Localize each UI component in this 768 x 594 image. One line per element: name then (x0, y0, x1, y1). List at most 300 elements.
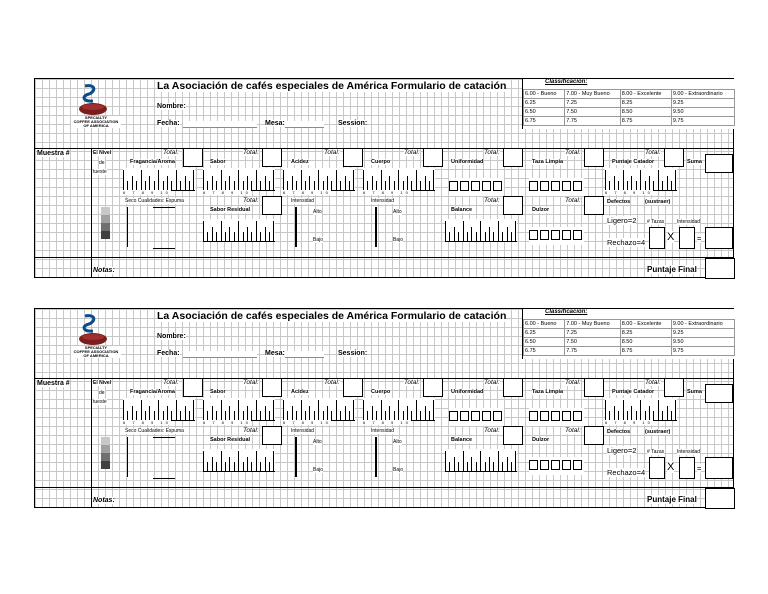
scale-tick (367, 181, 368, 190)
acidez-label: Acidez (291, 159, 309, 165)
puntaje-final-box[interactable] (705, 488, 735, 509)
scale-tick (251, 232, 252, 241)
scale-tick (618, 181, 619, 190)
scale-tick (309, 176, 310, 190)
scale-tick (403, 181, 404, 190)
uniformidad-total-box[interactable] (503, 148, 523, 167)
scale-tick (636, 411, 637, 420)
scale-tick (675, 400, 676, 420)
scale-tick (318, 170, 319, 190)
scale-tick (649, 406, 650, 420)
sabor-residual-label: Sabor Residual (210, 207, 251, 213)
suma-label: Suma (687, 159, 702, 165)
scale-tick (216, 232, 217, 241)
scale-tick (349, 411, 350, 420)
scale-tick (229, 176, 230, 190)
taza-limpia-label: Taza Limpia (532, 389, 564, 395)
taza-limpia-total-label: Total: (565, 379, 581, 386)
puntaje-catador-scale[interactable] (605, 398, 677, 421)
scale-tick (389, 176, 390, 190)
scale-tick (340, 181, 341, 190)
scale-tick (247, 406, 248, 420)
scale-tick (141, 170, 142, 190)
scale-tick (296, 411, 297, 420)
scale-tick (136, 181, 137, 190)
uniformidad-total-box[interactable] (503, 378, 523, 397)
nivel-label: El Nivel (93, 380, 112, 386)
scale-tick (251, 181, 252, 190)
scale-tick (189, 181, 190, 190)
scale-tick (158, 170, 159, 190)
scale-tick (234, 232, 235, 241)
intensidad-box[interactable] (679, 457, 695, 479)
tazas-label: # Tazas (647, 449, 665, 455)
scale-tick (154, 181, 155, 190)
scale-tick (454, 457, 455, 471)
fragancia-scale[interactable] (123, 398, 195, 421)
scale-tick (163, 411, 164, 420)
residual-scale[interactable] (203, 449, 275, 472)
scale-tick (225, 411, 226, 420)
scale-tick (671, 411, 672, 420)
uniformidad-label: Uniformidad (451, 159, 484, 165)
scale-tick (149, 406, 150, 420)
scale-tick (185, 406, 186, 420)
form-title: La Asociación de cafés especiales de América Formulario de catación (157, 80, 507, 92)
scale-tick (127, 411, 128, 420)
uniformidad-total-label: Total: (484, 149, 500, 156)
ligero-label: Ligero=2 (607, 216, 637, 225)
sabor-label: Sabor (210, 389, 226, 395)
scale-tick (273, 170, 274, 190)
fragancia-total-box[interactable] (183, 148, 203, 167)
scale-tick (229, 227, 230, 241)
cuerpo-scale-nums: 6 7 8 9 10 (363, 190, 411, 195)
uniformidad-cups[interactable] (449, 178, 504, 196)
ligero-label: Ligero=2 (607, 446, 637, 455)
scale-tick (667, 406, 668, 420)
taza-limpia-total-box[interactable] (584, 378, 604, 397)
cuerpo-total-box[interactable] (423, 148, 443, 167)
scale-tick (256, 221, 257, 241)
acidez-total-label: Total: (324, 149, 340, 156)
scale-tick (480, 221, 481, 241)
scale-tick (305, 181, 306, 190)
scale-tick (163, 181, 164, 190)
intensidad-box[interactable] (679, 227, 695, 249)
mesa-label: Mesa: (265, 350, 285, 357)
logo-text-1: SPECIALTY (84, 115, 108, 120)
taza-limpia-total-label: Total: (565, 149, 581, 156)
scale-tick (243, 181, 244, 190)
roast-swatches (101, 437, 110, 469)
scale-tick (323, 411, 324, 420)
scale-tick (203, 451, 204, 471)
scale-tick (176, 400, 177, 420)
scale-tick (411, 411, 412, 420)
fecha-field[interactable]: ___________________ (183, 121, 257, 128)
scale-tick (389, 406, 390, 420)
acidez-bajo-label: Bajo (313, 237, 324, 243)
uniformidad-cups[interactable] (449, 408, 504, 426)
scale-tick (363, 400, 364, 420)
scale-tick (467, 462, 468, 471)
scale-tick (349, 181, 350, 190)
scale-tick (353, 170, 354, 190)
scale-tick (605, 170, 606, 190)
scale-tick (238, 451, 239, 471)
residual-scale[interactable] (203, 219, 275, 242)
dulzor-label: Dulzor (532, 207, 550, 213)
defect-result-box[interactable] (705, 227, 733, 249)
sabor-total-box[interactable] (262, 378, 282, 397)
scale-tick (345, 406, 346, 420)
cuerpo-total-label: Total: (404, 149, 420, 156)
taza-limpia-cups[interactable] (529, 178, 584, 196)
balance-total-box[interactable] (503, 426, 523, 445)
scale-tick (243, 462, 244, 471)
classification-table: Classificación: 6.00 - Bueno 7.00 - Muy Bueno 8.00 - Excelente 9.00 - Extraordinario 6.25 7.25 8.25 9.25 6.50 7.50 8.50 9.50 6.75 7.75 8.75 9.75 (522, 79, 735, 129)
suma-box[interactable] (705, 384, 733, 403)
seco-intensity-bar[interactable] (127, 207, 140, 247)
scale-tick (376, 181, 377, 190)
scaa-logo (55, 313, 145, 357)
scale-tick (445, 451, 446, 471)
scale-tick (467, 232, 468, 241)
scale-tick (416, 400, 417, 420)
espuma-label: Espuma (165, 198, 184, 204)
scale-tick (429, 411, 430, 420)
scale-tick (454, 227, 455, 241)
scale-tick (372, 406, 373, 420)
defectos-label: Defectos (607, 429, 631, 435)
scale-tick (167, 406, 168, 420)
scale-tick (273, 400, 274, 420)
scale-tick (296, 181, 297, 190)
scale-tick (605, 400, 606, 420)
scale-tick (502, 462, 503, 471)
acidez-intensity-bar[interactable] (295, 437, 297, 477)
equals-sign: = (697, 234, 702, 243)
sabor-scale-nums: 6 7 8 9 10 (203, 420, 251, 425)
acidez-intensidad-label: Intensidad (291, 198, 315, 204)
scale-tick (234, 411, 235, 420)
balance-total-label: Total: (484, 197, 500, 204)
scale-tick (180, 411, 181, 420)
acidez-scale-nums: 6 7 8 9 10 (283, 420, 331, 425)
scale-tick (511, 232, 512, 241)
defect-intensidad-label: Intensidad (677, 449, 701, 455)
scale-tick (425, 406, 426, 420)
sabor-label: Sabor (210, 159, 226, 165)
scale-tick (493, 232, 494, 241)
fragancia-total-box[interactable] (183, 378, 203, 397)
scale-tick (247, 457, 248, 471)
balance-total-box[interactable] (503, 196, 523, 215)
acidez-total-box[interactable] (343, 378, 363, 397)
scale-tick (251, 411, 252, 420)
form-title: La Asociación de cafés especiales de América Formulario de catación (157, 310, 507, 322)
scale-tick (407, 406, 408, 420)
scale-tick (269, 411, 270, 420)
seco-label: Seco (125, 428, 137, 434)
scale-tick (136, 411, 137, 420)
scale-tick (398, 400, 399, 420)
scale-tick (238, 221, 239, 241)
residual-total-box[interactable] (262, 196, 282, 215)
scale-tick (234, 462, 235, 471)
mesa-label: Mesa: (265, 120, 285, 127)
taza-limpia-total-box[interactable] (584, 148, 604, 167)
scale-tick (675, 170, 676, 190)
scale-tick (429, 181, 430, 190)
fecha-field[interactable]: ___________________ (183, 351, 257, 358)
fragancia-scale[interactable] (123, 168, 195, 191)
scale-tick (292, 406, 293, 420)
sesion-label: Session: (338, 350, 368, 357)
scale-tick (623, 170, 624, 190)
sesion-label: Session: (338, 120, 368, 127)
scale-tick (385, 181, 386, 190)
logo-text-3: OF AMERICA (83, 353, 109, 358)
fragancia-scale-nums: 6 7 8 9 10 (123, 190, 171, 195)
residual-total-box[interactable] (262, 426, 282, 445)
scale-tick (420, 181, 421, 190)
fecha-label: Fecha: (157, 120, 180, 127)
scale-tick (243, 411, 244, 420)
cuerpo-bajo-label: Bajo (393, 237, 404, 243)
logo-text-2: COFFEE ASSOCIATION (73, 119, 119, 124)
scale-tick (260, 232, 261, 241)
multiply-sign: X (667, 231, 675, 243)
balance-label: Balance (451, 207, 473, 213)
tazas-box[interactable] (649, 457, 665, 479)
mesa-field[interactable]: __________ (285, 351, 324, 358)
scale-tick (132, 176, 133, 190)
scale-tick (398, 170, 399, 190)
balance-scale[interactable] (445, 449, 517, 472)
puntaje-final-label: Puntaje Final (647, 265, 697, 274)
scale-tick (411, 181, 412, 190)
scale-tick (221, 451, 222, 471)
scale-tick (403, 411, 404, 420)
scale-tick (372, 176, 373, 190)
scale-tick (225, 462, 226, 471)
dulzor-label: Dulzor (532, 437, 550, 443)
scale-tick (212, 176, 213, 190)
scale-tick (212, 457, 213, 471)
scale-tick (498, 221, 499, 241)
scale-tick (132, 406, 133, 420)
scale-tick (225, 232, 226, 241)
scale-tick (323, 181, 324, 190)
cuerpo-scale-nums: 6 7 8 9 10 (363, 420, 411, 425)
scale-tick (203, 400, 204, 420)
scale-tick (458, 232, 459, 241)
scale-tick (127, 181, 128, 190)
fragancia-label: Fragancia/Aroma (130, 159, 175, 165)
fecha-label: Fecha: (157, 350, 180, 357)
tazas-label: # Tazas (647, 219, 665, 225)
acidez-scale[interactable] (283, 398, 355, 421)
dulzor-total-box[interactable] (584, 196, 604, 215)
mesa-field[interactable]: __________ (285, 121, 324, 128)
scale-tick (180, 181, 181, 190)
scale-tick (265, 457, 266, 471)
acidez-intensity-bar[interactable] (295, 207, 297, 247)
puntaje-catador-label: Puntaje Catador (612, 159, 655, 165)
scale-tick (425, 176, 426, 190)
scale-tick (238, 170, 239, 190)
scale-tick (158, 400, 159, 420)
suma-box[interactable] (705, 154, 733, 173)
scale-tick (203, 170, 204, 190)
puntaje-catador-scale[interactable] (605, 168, 677, 191)
scale-tick (207, 181, 208, 190)
cuerpo-label: Cuerpo (371, 389, 391, 395)
scale-tick (662, 181, 663, 190)
scale-tick (507, 457, 508, 471)
scale-tick (269, 181, 270, 190)
scale-tick (154, 411, 155, 420)
scale-tick (640, 170, 641, 190)
scale-tick (167, 176, 168, 190)
cuerpo-intensidad-label: Intensidad (371, 428, 395, 434)
muestra-label: Muestra # (37, 380, 70, 387)
scale-tick (256, 451, 257, 471)
scale-tick (207, 411, 208, 420)
defectos-label: Defectos (607, 199, 631, 205)
scale-tick (207, 462, 208, 471)
cualidades-lines[interactable] (153, 437, 175, 479)
cuerpo-intensity-bar[interactable] (375, 207, 377, 247)
scale-tick (614, 176, 615, 190)
cuerpo-bajo-label: Bajo (393, 467, 404, 473)
scale-tick (265, 176, 266, 190)
taza-limpia-cups[interactable] (529, 408, 584, 426)
defect-result-box[interactable] (705, 457, 733, 479)
scale-tick (623, 400, 624, 420)
cualidades-label: Cualidades: (137, 198, 165, 204)
sabor-scale-nums: 6 7 8 9 10 (203, 190, 251, 195)
puntaje-final-box[interactable] (705, 258, 735, 279)
scale-tick (449, 232, 450, 241)
balance-scale[interactable] (445, 219, 517, 242)
cualidades-row (125, 198, 184, 204)
notas-label: Notas: (93, 497, 115, 504)
nivel-label: El Nivel (93, 150, 112, 156)
tueste-label: tueste (93, 399, 107, 405)
scale-tick (485, 462, 486, 471)
muestra-label: Muestra # (37, 150, 70, 157)
cuerpo-label: Cuerpo (371, 159, 391, 165)
scale-tick (331, 411, 332, 420)
acidez-total-box[interactable] (343, 148, 363, 167)
dulzor-cups[interactable] (529, 457, 584, 475)
dulzor-cups[interactable] (529, 227, 584, 245)
fragancia-label: Fragancia/Aroma (130, 389, 175, 395)
scale-tick (471, 457, 472, 471)
scale-tick (260, 462, 261, 471)
scale-tick (193, 400, 194, 420)
acidez-alto-label: Alto (313, 209, 322, 215)
scale-tick (301, 400, 302, 420)
cualidades-lines[interactable] (153, 207, 175, 249)
rechazo-label: Rechazo=4 (607, 238, 646, 247)
scale-tick (463, 221, 464, 241)
scale-tick (212, 227, 213, 241)
sabor-total-box[interactable] (262, 148, 282, 167)
notas-label: Notas: (93, 267, 115, 274)
logo-text-3: OF AMERICA (83, 123, 109, 128)
scale-tick (176, 170, 177, 190)
scale-tick (353, 400, 354, 420)
scale-tick (618, 411, 619, 420)
scale-tick (653, 181, 654, 190)
acidez-label: Acidez (291, 389, 309, 395)
tazas-box[interactable] (649, 227, 665, 249)
scale-tick (216, 462, 217, 471)
scale-tick (207, 232, 208, 241)
scale-tick (340, 411, 341, 420)
roast-swatches (101, 207, 110, 239)
scale-tick (238, 400, 239, 420)
scale-tick (515, 451, 516, 471)
espuma-label: Espuma (165, 428, 184, 434)
scale-tick (221, 400, 222, 420)
cuerpo-intensity-bar[interactable] (375, 437, 377, 477)
scale-tick (489, 457, 490, 471)
scale-tick (658, 400, 659, 420)
scale-tick (260, 181, 261, 190)
acidez-scale[interactable] (283, 168, 355, 191)
scale-tick (609, 411, 610, 420)
puntaje-catador-total-box[interactable] (664, 378, 684, 397)
scale-tick (385, 411, 386, 420)
scale-tick (283, 170, 284, 190)
cuerpo-scale[interactable] (363, 398, 435, 421)
scale-tick (123, 170, 124, 190)
cuerpo-total-box[interactable] (423, 378, 443, 397)
scale-tick (433, 170, 434, 190)
scale-tick (314, 411, 315, 420)
scale-tick (489, 227, 490, 241)
dulzor-total-box[interactable] (584, 426, 604, 445)
scale-tick (123, 400, 124, 420)
sabor-scale[interactable] (203, 168, 275, 191)
tueste-label: tueste (93, 169, 107, 175)
scale-tick (141, 400, 142, 420)
scale-tick (381, 400, 382, 420)
puntaje-catador-total-box[interactable] (664, 148, 684, 167)
scale-tick (394, 411, 395, 420)
scale-tick (367, 411, 368, 420)
scale-tick (433, 400, 434, 420)
scale-tick (193, 170, 194, 190)
seco-intensity-bar[interactable] (127, 437, 140, 477)
scale-tick (216, 411, 217, 420)
acidez-alto-label: Alto (313, 439, 322, 445)
scale-tick (292, 176, 293, 190)
sustraer-label: (sustraer) (645, 429, 671, 435)
sabor-scale[interactable] (203, 398, 275, 421)
cuerpo-scale[interactable] (363, 168, 435, 191)
scale-tick (256, 170, 257, 190)
acidez-intensidad-label: Intensidad (291, 428, 315, 434)
scale-tick (225, 181, 226, 190)
scale-tick (336, 400, 337, 420)
scale-tick (305, 411, 306, 420)
